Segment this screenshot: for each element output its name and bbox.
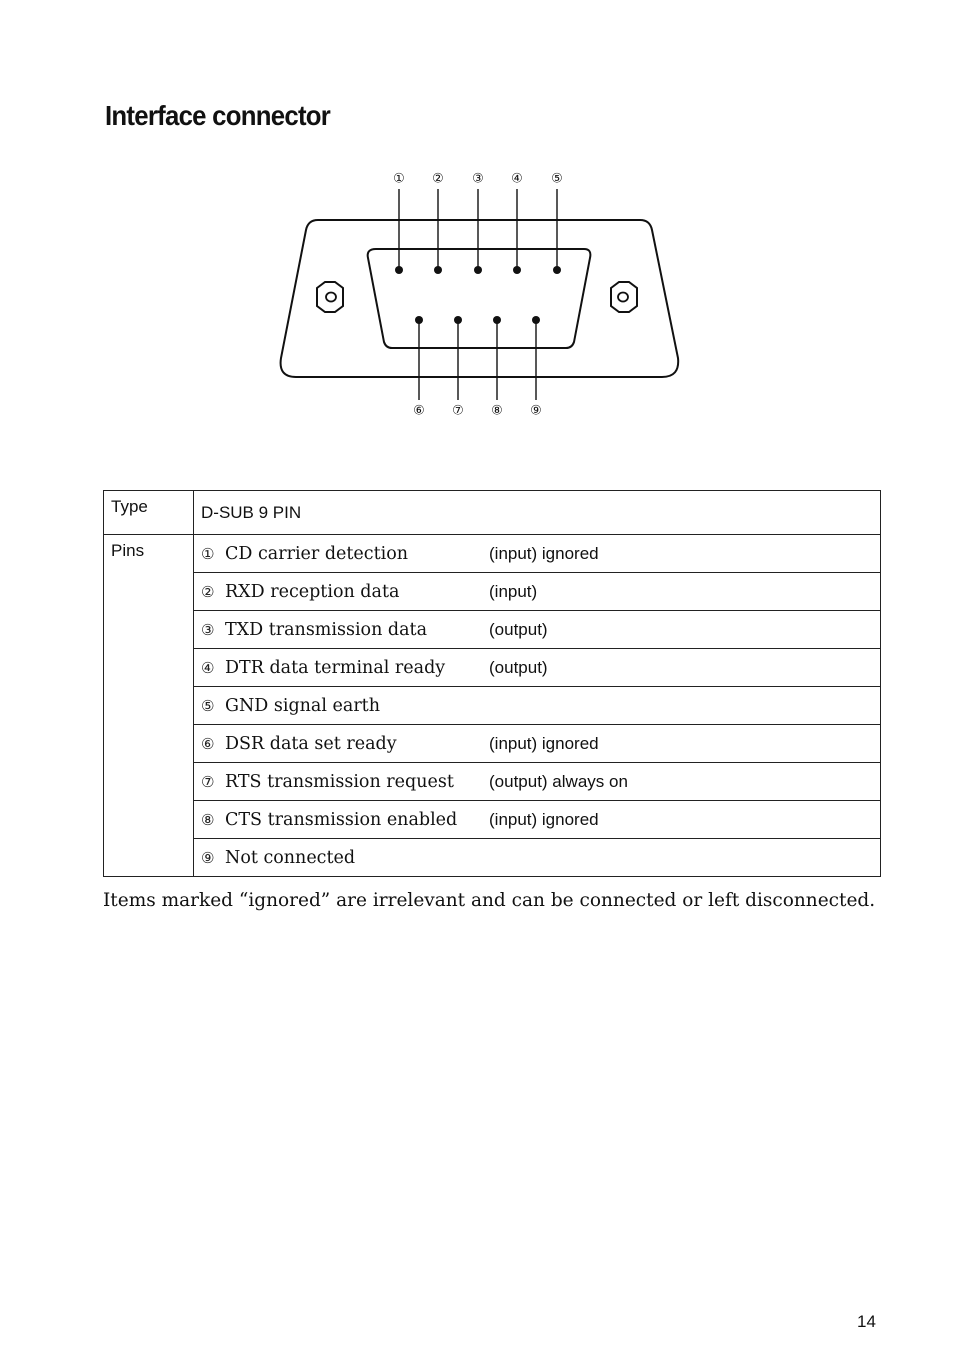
pin-direction: (output) — [489, 619, 548, 639]
table-row-type — [104, 491, 881, 535]
table-row — [104, 611, 881, 649]
pin-label-7: ⑦ — [452, 403, 464, 419]
pin-label-3: ③ — [472, 171, 484, 187]
footnote: Items marked “ignored” are irrelevant and can be connected or left disconnected. — [103, 890, 876, 911]
pin-cell-2 — [194, 573, 881, 611]
bottom-pin-row — [415, 316, 540, 400]
table-row — [104, 535, 881, 573]
pin-cell-9 — [194, 839, 881, 877]
pin-cell-8 — [194, 801, 881, 839]
table-row — [104, 649, 881, 687]
pin-number-icon: ⑤ — [201, 696, 215, 715]
pin-name: Not connected — [225, 847, 356, 868]
pin-label-2: ② — [432, 171, 444, 187]
type-value: D-SUB 9 PIN — [194, 491, 881, 535]
table-row — [104, 573, 881, 611]
pin-number-icon: ⑥ — [201, 734, 215, 753]
pin-direction: (input) ignored — [489, 733, 599, 753]
pin-5-dot — [553, 266, 561, 274]
dsub9-connector-diagram — [0, 160, 954, 430]
pin-number-icon: ③ — [201, 620, 215, 639]
pin-6-dot — [415, 316, 423, 324]
pin-1-dot — [395, 266, 403, 274]
pin-direction: (input) — [489, 581, 538, 601]
pin-name: RXD reception data — [225, 581, 400, 602]
table-row — [104, 687, 881, 725]
right-mounting-screw — [611, 282, 637, 312]
type-label: Type — [104, 491, 194, 535]
pin-direction: (output) always on — [489, 771, 628, 791]
pin-4-dot — [513, 266, 521, 274]
pin-label-5: ⑤ — [551, 171, 563, 187]
pin-number-icon: ⑨ — [201, 848, 215, 867]
pin-number-icon: ⑦ — [201, 772, 215, 791]
connector-spec-table — [103, 490, 881, 877]
pin-direction: (input) ignored — [489, 809, 599, 829]
table-row — [104, 725, 881, 763]
pin-number-icon: ④ — [201, 658, 215, 677]
table-row — [104, 839, 881, 877]
pin-name: CD carrier detection — [225, 543, 409, 564]
pin-cell-5 — [194, 687, 881, 725]
pin-number-icon: ② — [201, 582, 215, 601]
pin-9-dot — [532, 316, 540, 324]
pin-label-4: ④ — [511, 171, 523, 187]
pin-name: RTS transmission request — [225, 771, 454, 792]
pin-name: GND signal earth — [225, 695, 380, 716]
pin-cell-4 — [194, 649, 881, 687]
top-pin-row — [395, 189, 561, 274]
pin-label-9: ⑨ — [530, 403, 542, 419]
pin-2-dot — [434, 266, 442, 274]
pin-7-dot — [454, 316, 462, 324]
pin-direction: (input) ignored — [489, 543, 599, 563]
pin-8-dot — [493, 316, 501, 324]
pins-label: Pins — [104, 535, 194, 877]
pin-cell-1 — [194, 535, 881, 573]
left-mounting-screw — [314, 282, 350, 312]
pin-cell-7 — [194, 763, 881, 801]
pin-name: DTR data terminal ready — [225, 657, 446, 678]
pin-label-8: ⑧ — [491, 403, 503, 419]
table-row — [104, 801, 881, 839]
page-title: Interface connector — [105, 100, 331, 131]
pin-cell-3 — [194, 611, 881, 649]
pin-label-1: ① — [393, 171, 405, 187]
pin-name: DSR data set ready — [225, 733, 397, 754]
pin-number-icon: ① — [201, 544, 215, 563]
pin-label-6: ⑥ — [413, 403, 425, 419]
pin-name: CTS transmission enabled — [225, 809, 458, 830]
pin-cell-6 — [194, 725, 881, 763]
pin-3-dot — [474, 266, 482, 274]
page-number: 14 — [857, 1312, 876, 1331]
pin-number-icon: ⑧ — [201, 810, 215, 829]
table-row — [104, 763, 881, 801]
pin-name: TXD transmission data — [225, 619, 428, 640]
pin-direction: (output) — [489, 657, 548, 677]
